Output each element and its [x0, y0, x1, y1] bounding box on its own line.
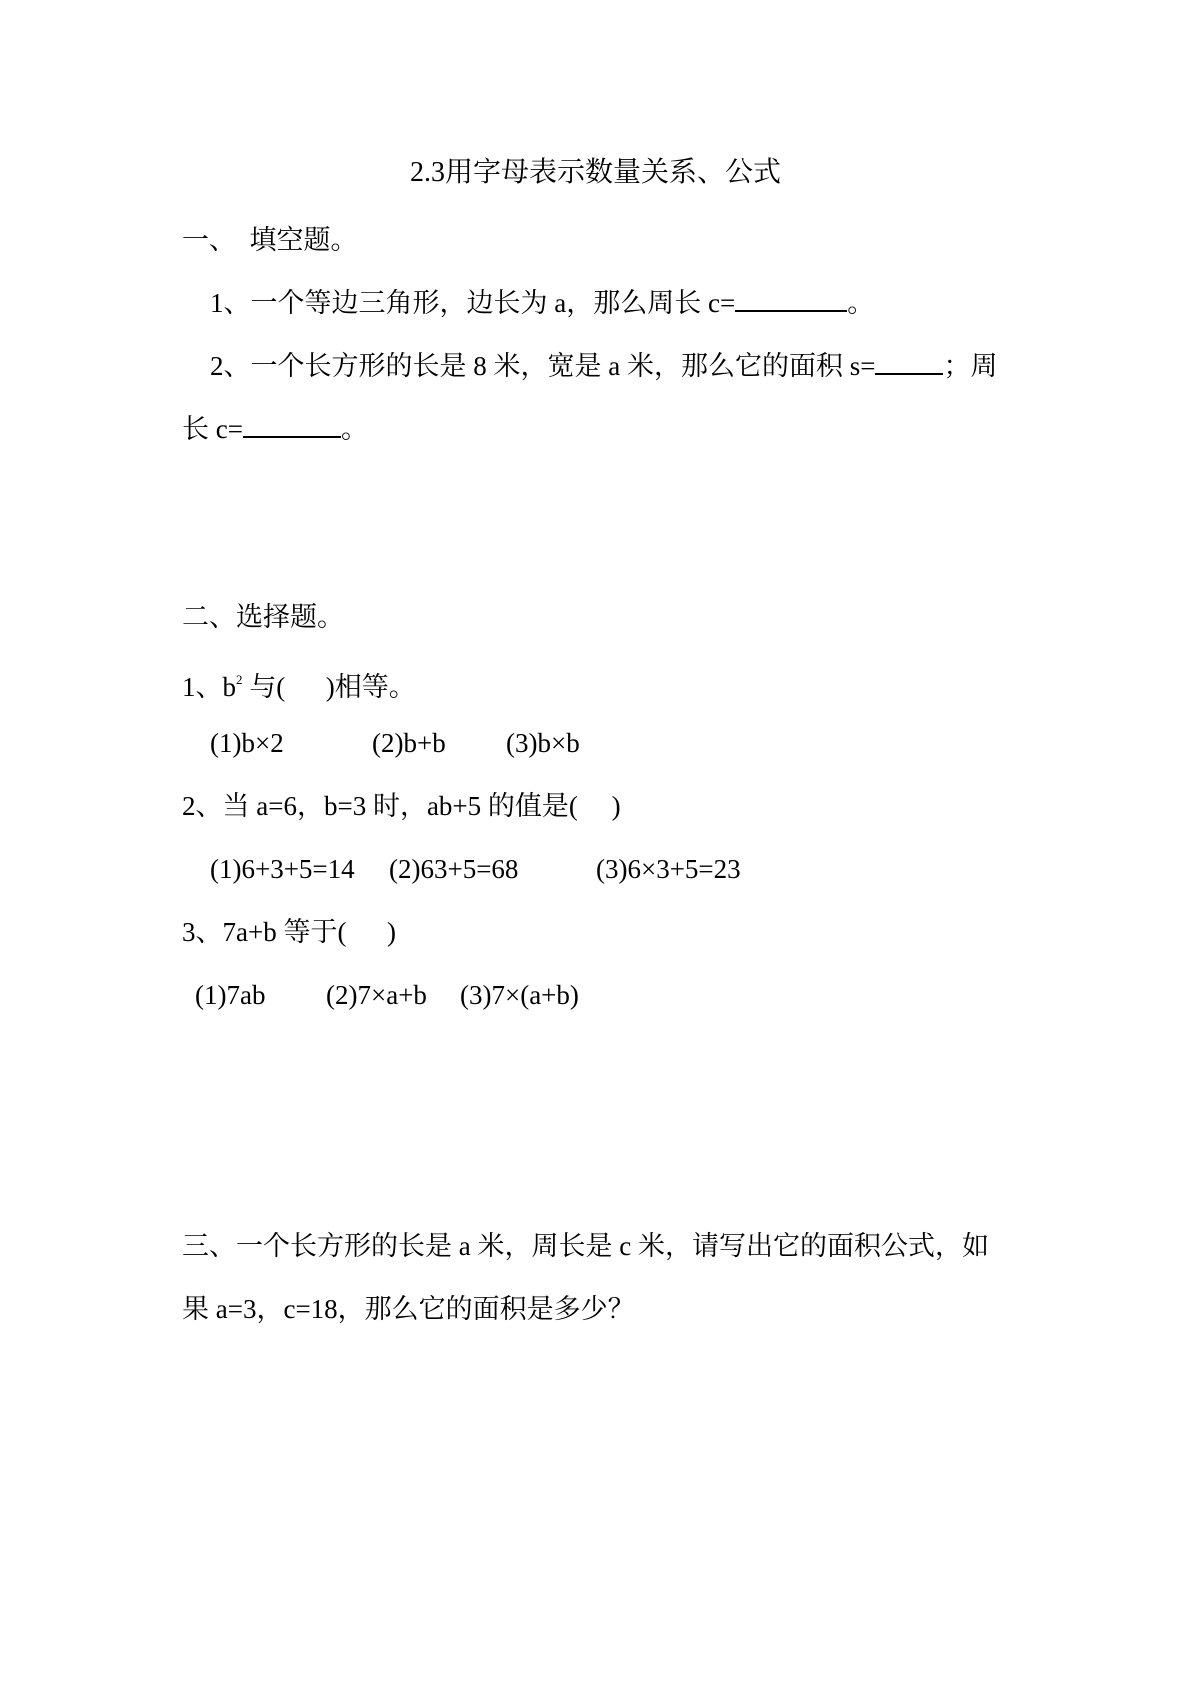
choice-question-3: 3、7a+b 等于( ) [182, 917, 396, 947]
page-title: 2.3用字母表示数量关系、公式 [409, 157, 781, 188]
punct: 。 [340, 414, 368, 444]
fill-question-1 [210, 286, 874, 320]
question-text: 1、b [182, 672, 236, 702]
fill-question-2 [210, 349, 997, 383]
question-text: 长 c= [182, 414, 243, 444]
option: (2)7×a+b [326, 980, 427, 1010]
choice-question-2: 2、当 a=6，b=3 时，ab+5 的值是( ) [182, 791, 621, 821]
option: (1)b×2 [210, 728, 284, 758]
question-text: ；周 [943, 351, 998, 381]
punct: 。 [847, 288, 875, 318]
answer-blank[interactable] [735, 286, 847, 312]
section3-question-cont: 果 a=3，c=18，那么它的面积是多少？ [182, 1294, 635, 1324]
section3-question: 三、一个长方形的长是 a 米，周长是 c 米，请写出它的面积公式，如 [182, 1231, 989, 1261]
option: (3)6×3+5=23 [596, 854, 741, 884]
section1-heading: 一、 填空题。 [182, 225, 358, 255]
option: (2)63+5=68 [389, 854, 519, 884]
option: (1)6+3+5=14 [210, 854, 355, 884]
answer-blank-perimeter[interactable] [243, 412, 341, 438]
question-text: 与( )相等。 [242, 672, 416, 702]
superscript: 2 [236, 672, 243, 687]
question-text: 1、一个等边三角形，边长为 a，那么周长 c= [210, 288, 736, 318]
section2-heading: 二、选择题。 [182, 602, 344, 632]
question-text: 2、一个长方形的长是 8 米，宽是 a 米，那么它的面积 s= [210, 351, 876, 381]
answer-blank-area[interactable] [875, 349, 943, 375]
fill-question-2-cont [182, 412, 368, 446]
option: (2)b+b [372, 728, 446, 758]
option: (3)b×b [506, 728, 580, 758]
option: (1)7ab [195, 980, 266, 1010]
option: (3)7×(a+b) [460, 980, 579, 1010]
choice-question-1 [182, 663, 416, 704]
